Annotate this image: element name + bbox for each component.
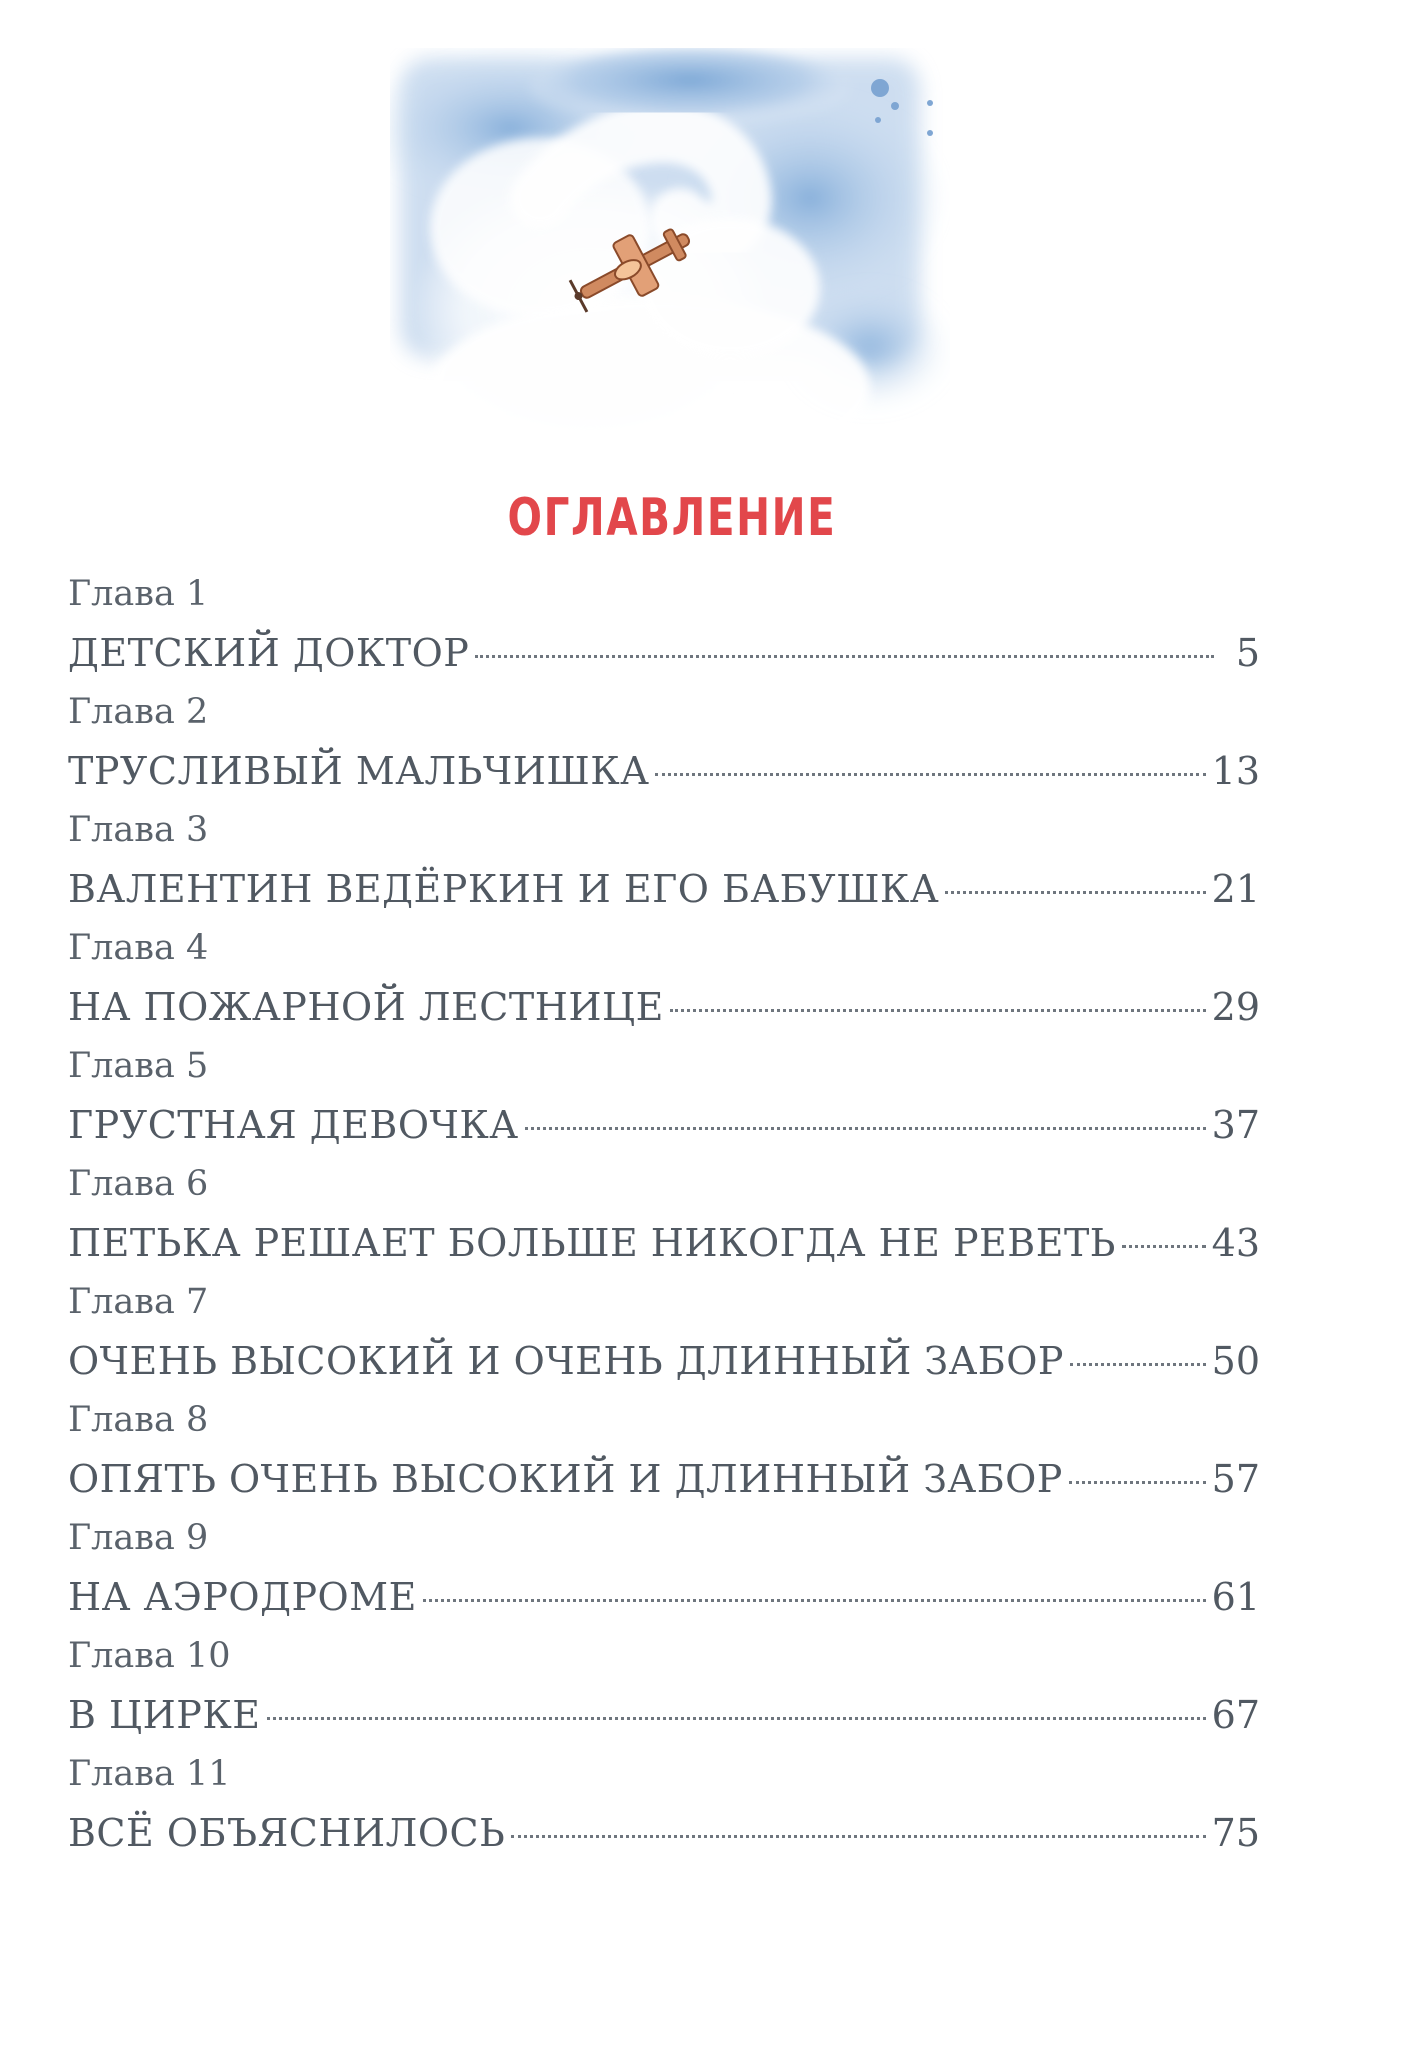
chapter-title: ОПЯТЬ ОЧЕНЬ ВЫСОКИЙ И ДЛИННЫЙ ЗАБОР: [68, 1457, 1063, 1501]
page-number: 13: [1211, 749, 1260, 793]
page-number: 61: [1211, 1575, 1260, 1619]
dot-leader: [511, 1835, 1205, 1838]
toc-entry-9[interactable]: [68, 1512, 1260, 1630]
chapter-number: Глава 5: [68, 1046, 209, 1086]
toc-entry-10[interactable]: [68, 1630, 1260, 1748]
dot-leader: [525, 1127, 1206, 1130]
chapter-title: ВСЁ ОБЪЯСНИЛОСЬ: [68, 1811, 506, 1855]
toc-entry-1[interactable]: [68, 568, 1260, 686]
toc-entry-11[interactable]: [68, 1748, 1260, 1866]
chapter-number: Глава 4: [68, 928, 209, 968]
dot-leader: [475, 655, 1214, 658]
toc-heading: ОГЛАВЛЕНИЕ: [507, 488, 837, 548]
chapter-title: ОЧЕНЬ ВЫСОКИЙ И ОЧЕНЬ ДЛИННЫЙ ЗАБОР: [68, 1339, 1064, 1383]
dot-leader: [945, 891, 1206, 894]
page-number: 50: [1211, 1339, 1260, 1383]
chapter-title: В ЦИРКЕ: [68, 1693, 261, 1737]
toc-entry-7[interactable]: [68, 1276, 1260, 1394]
toc-entry-4[interactable]: [68, 922, 1260, 1040]
chapter-number: Глава 7: [68, 1282, 209, 1322]
toc-entry-8[interactable]: [68, 1394, 1260, 1512]
chapter-number: Глава 2: [68, 692, 209, 732]
page-number: 21: [1211, 867, 1260, 911]
chapter-number: Глава 10: [68, 1636, 231, 1676]
chapter-number: Глава 1: [68, 574, 209, 614]
dot-leader: [670, 1009, 1206, 1012]
page-number: 57: [1211, 1457, 1260, 1501]
toc-entry-2[interactable]: [68, 686, 1260, 804]
toc-entry-3[interactable]: [68, 804, 1260, 922]
chapter-title: ГРУСТНАЯ ДЕВОЧКА: [68, 1103, 519, 1147]
chapter-title: ДЕТСКИЙ ДОКТОР: [68, 631, 470, 675]
chapter-number: Глава 3: [68, 810, 209, 850]
dot-leader: [1069, 1481, 1206, 1484]
page-number: 67: [1211, 1693, 1260, 1737]
page-number: 43: [1211, 1221, 1260, 1265]
dot-leader: [1122, 1245, 1206, 1248]
chapter-number: Глава 8: [68, 1400, 209, 1440]
dot-leader: [267, 1717, 1206, 1720]
page-number: 75: [1211, 1811, 1260, 1855]
chapter-title: НА ПОЖАРНОЙ ЛЕСТНИЦЕ: [68, 985, 664, 1029]
page-number: 29: [1211, 985, 1260, 1029]
chapter-number: Глава 11: [68, 1754, 231, 1794]
page-number: 5: [1235, 631, 1260, 675]
chapter-number: Глава 6: [68, 1164, 209, 1204]
chapter-number: Глава 9: [68, 1518, 209, 1558]
dot-leader: [423, 1599, 1206, 1602]
dot-leader: [655, 773, 1205, 776]
chapter-title: ВАЛЕНТИН ВЕДЁРКИН И ЕГО БАБУШКА: [68, 867, 940, 911]
table-of-contents: [68, 568, 1260, 1866]
chapter-title: НА АЭРОДРОМЕ: [68, 1575, 417, 1619]
page-number: 37: [1211, 1103, 1260, 1147]
chapter-title: ТРУСЛИВЫЙ МАЛЬЧИШКА: [68, 749, 650, 793]
airplane-watercolor-illustration: [390, 48, 950, 468]
chapter-title: ПЕТЬКА РЕШАЕТ БОЛЬШЕ НИКОГДА НЕ РЕВЕТЬ: [68, 1221, 1116, 1265]
dot-leader: [1070, 1363, 1206, 1366]
toc-entry-5[interactable]: [68, 1040, 1260, 1158]
toc-entry-6[interactable]: [68, 1158, 1260, 1276]
